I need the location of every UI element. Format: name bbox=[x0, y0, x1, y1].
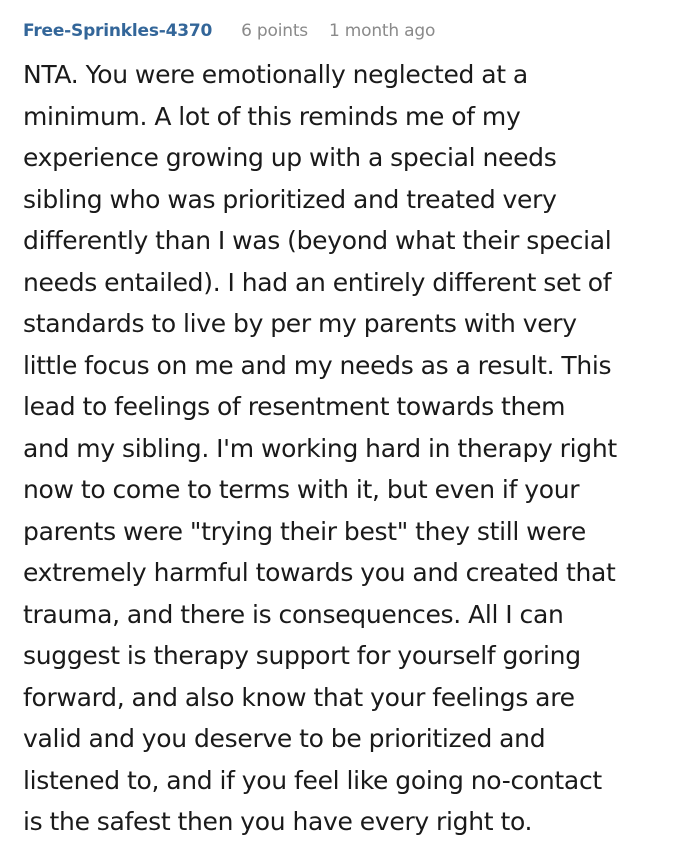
comment-line: suggest is therapy support for yourself goring bbox=[23, 641, 581, 670]
timestamp: 1 month ago bbox=[328, 21, 436, 41]
comment-line: needs entailed). I had an entirely different set of bbox=[23, 267, 612, 297]
comment-line: trauma, and there is consequences. All I can bbox=[23, 599, 564, 629]
comment bbox=[23, 18, 683, 843]
comment-line: little focus on me and my needs as a result. This bbox=[23, 350, 612, 380]
comment-line: listened to, and if you feel like going no-contact bbox=[23, 765, 602, 795]
comment-line: standards to live by per my parents with very bbox=[23, 309, 577, 338]
comment-meta bbox=[23, 18, 683, 44]
comment-line: experience growing up with a special needs bbox=[23, 143, 557, 172]
points-count: 6 points bbox=[241, 21, 308, 41]
comment-line: extremely harmful towards you and created that bbox=[23, 558, 616, 587]
comment-body bbox=[23, 54, 683, 843]
username-link[interactable]: Free-Sprinkles-4370 bbox=[23, 21, 213, 41]
comment-line: lead to feelings of resentment towards them bbox=[23, 392, 566, 421]
comment-line: and my sibling. I'm working hard in therapy right bbox=[23, 433, 617, 463]
comment-line: now to come to terms with it, but even if your bbox=[23, 475, 580, 504]
comment-line: valid and you deserve to be prioritized and bbox=[23, 724, 546, 753]
comment-line: sibling who was prioritized and treated very bbox=[23, 184, 557, 214]
comment-line: parents were "trying their best" they still were bbox=[23, 516, 586, 546]
comment-line: minimum. A lot of this reminds me of my bbox=[23, 101, 521, 131]
comment-line: differently than I was (beyond what their special bbox=[23, 226, 612, 255]
comment-line: NTA. You were emotionally neglected at a bbox=[23, 60, 528, 89]
comment-line: is the safest then you have every right to. bbox=[23, 807, 533, 836]
comment-line: forward, and also know that your feelings are bbox=[23, 682, 575, 712]
